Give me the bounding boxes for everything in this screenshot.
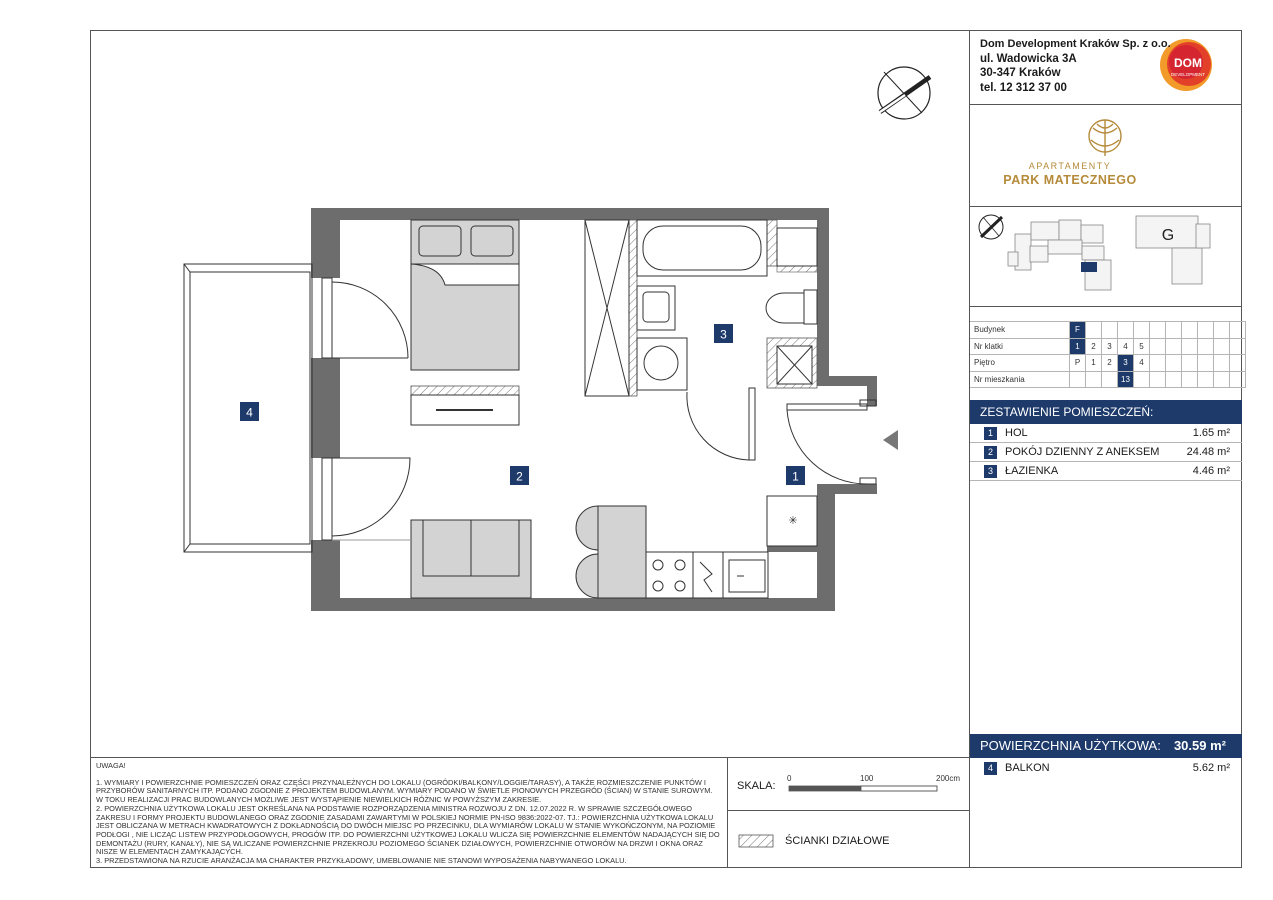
building-table-cell	[1070, 371, 1086, 388]
building-table-cell	[1230, 322, 1246, 339]
building-table-cell	[1118, 322, 1134, 339]
building-table-cell: 2	[1086, 338, 1102, 355]
room-label-balcony: 4	[246, 405, 253, 420]
building-table-cell	[1166, 371, 1182, 388]
room-number: 3	[984, 465, 997, 478]
building-table-cell: 2	[1102, 355, 1118, 372]
room-number: 2	[984, 446, 997, 459]
building-marker: G	[1161, 227, 1175, 244]
building-table-cell: F	[1070, 322, 1086, 339]
building-table-row	[970, 322, 1246, 339]
building-table-row	[970, 355, 1246, 372]
building-table-cell	[1150, 322, 1166, 339]
svg-text:✳: ✳	[788, 515, 798, 527]
notes	[96, 762, 720, 866]
partition-legend-swatch	[739, 835, 773, 847]
note-item: 3. PRZEDSTAWIONA NA RZUCIE ARANŻACJA MA CHARAKTER PRZYKŁADOWY, UMEBLOWANIE NIE STANOWI WYPOSAŻENIA NABYWANEGO LOKALU.	[96, 856, 627, 866]
company-city: 30-347 Kraków	[980, 67, 1061, 79]
building-table-cell: P	[1070, 355, 1086, 372]
park-matecznego-logo	[1089, 120, 1121, 156]
room-row	[970, 443, 1242, 462]
panel-divider	[970, 206, 1242, 207]
project-name-line1: APARTAMENTY	[1028, 161, 1112, 171]
scale-tick: 100	[860, 774, 874, 783]
building-table-cell	[1134, 371, 1150, 388]
balcony-area: 5.62 m²	[1192, 762, 1230, 774]
building-table-cell	[1166, 355, 1182, 372]
project-name-line2: PARK MATECZNEGO	[1003, 173, 1137, 187]
room-number: 1	[984, 427, 997, 440]
building-table-cell: 4	[1118, 338, 1134, 355]
building-table-row	[970, 338, 1246, 355]
scale-tick: 0	[787, 774, 792, 783]
building-table-label: Piętro	[970, 355, 1070, 372]
building-table-cell	[1182, 322, 1198, 339]
building-table-cell: 1	[1070, 338, 1086, 355]
building-table-cell	[1214, 355, 1230, 372]
balcony-name: BALKON	[1005, 762, 1050, 774]
building-table-cell: 3	[1118, 355, 1134, 372]
note-item: 1. WYMIARY I POWIERZCHNIE POMIESZCZEŃ ORAZ CZĘŚCI PRZYNALEŻNYCH DO LOKALU (OGRÓDKI/BALKONY/LOGGIE/TARASY), A TAKŻE ROZMIESZCZENIE PUNKTÓW I PRZYBORÓW SANITARNYCH ITP. PODANO ZGODNIE Z PROJEKTEM BUDOWLANYM. WYMIARY PODANO W ŚWIETLE PIONOWYCH PRZEGRÓD (ŚCIAN) W STANIE SUROWYM. W TOKU REALIZACJI PRAC BUDOWLANYCH MOŻLIWE JEST WYSTĄPIENIE NIEWIELKICH RÓŻNIC W POWYŻSZYM ZAKRESIE.	[96, 777, 713, 805]
company-info	[980, 37, 1171, 95]
building-table-cell	[1198, 355, 1214, 372]
building-table-cell	[1182, 355, 1198, 372]
building-table-cell	[1230, 338, 1246, 355]
building-table-cell	[1134, 322, 1150, 339]
building-table-cell	[1102, 371, 1118, 388]
room-area: 1.65 m²	[1192, 427, 1230, 439]
building-table-cell	[1150, 338, 1166, 355]
building-table-row	[970, 371, 1246, 388]
room-name: POKÓJ DZIENNY Z ANEKSEM	[1005, 446, 1160, 458]
building-table-cell: 3	[1102, 338, 1118, 355]
building-table-cell: 5	[1134, 338, 1150, 355]
building-table-cell	[1150, 355, 1166, 372]
building-table-cell	[1182, 371, 1198, 388]
total-area-value: 30.59 m²	[1173, 738, 1226, 753]
north-arrow-icon	[878, 67, 930, 119]
total-area-bar	[970, 734, 1242, 758]
entrance-arrow-icon	[883, 430, 898, 450]
company-name: Dom Development Kraków Sp. z o.o.	[980, 38, 1171, 50]
note-item: 2. POWIERZCHNIA UŻYTKOWA LOKALU JEST OKREŚLANA NA PODSTAWIE ROZPORZĄDZENIA MINISTRA ROZWOJU Z DN. 12.07.2022 R. W SPRAWIE SZCZEGÓŁOWEGO ZAKRESU I FORMY PROJEKTU BUDOWLANEGO ORAZ ZGODNIE ZASADAMI ZAWARTYMI W POLSKIEJ NORMIE PN-ISO 9836:2022-07. TJ.: POWIERZCHNIA UŻYTKOWA LOKALU JEST OBLICZANA W METRACH KWADRATOWYCH Z DOKŁADNOŚCIĄ DO DWÓCH MIEJSC PO PRZECINKU, DLA WYMIARÓW LOKALU W STANIE WYKOŃCZONYM, NA POZIOMIE PODŁOGI , NIE LICZĄC LISTEW PRZYPODŁOGOWYCH, PROGÓW ITP. DO POWIERZCHNI UŻYTKOWEJ LOKALU WLICZA SIĘ POWIERZCHNIE ELEMENTÓW NADAJĄCYCH SIĘ DO DEMONTAŻU (RURY, KANAŁY), NIE SĄ WLICZANE POWIERZCHNIE PRZEKROJU POZIOMEGO ŚCIANEK DZIAŁOWYCH, POWIERZCHNIE OTWORÓW NA DRZWI I OKNA ORAZ NISZE W ELEMENTACH ZAMYKAJĄCYCH.	[96, 803, 720, 857]
notes-heading: UWAGA!	[96, 761, 126, 770]
bathroom-door	[687, 388, 755, 460]
svg-text:DEVELOPMENT: DEVELOPMENT	[1170, 72, 1206, 77]
building-table-cell	[1198, 322, 1214, 339]
building-table-label: Nr klatki	[970, 338, 1070, 355]
building-table-cell: 4	[1134, 355, 1150, 372]
room-name: ŁAZIENKA	[1005, 465, 1059, 477]
building-table-cell	[1230, 355, 1246, 372]
building-table-cell: 13	[1118, 371, 1134, 388]
room-area: 4.46 m²	[1192, 465, 1230, 477]
rooms-header: ZESTAWIENIE POMIESZCZEŃ:	[970, 400, 1242, 424]
building-table-cell	[1198, 338, 1214, 355]
room-name: HOL	[1005, 427, 1028, 439]
balcony-number: 4	[984, 762, 997, 775]
building-table-cell	[1086, 322, 1102, 339]
scale-bar	[789, 786, 937, 791]
svg-text:DOM: DOM	[1174, 56, 1202, 70]
panel-divider	[970, 306, 1242, 307]
building-table-cell	[1198, 371, 1214, 388]
scale-label: SKALA:	[737, 780, 776, 792]
building-table-cell	[1214, 322, 1230, 339]
building-table-cell	[1102, 322, 1118, 339]
building-table-cell	[1214, 338, 1230, 355]
building-table-label: Budynek	[970, 322, 1070, 339]
building-table-cell	[1150, 371, 1166, 388]
balcony-row	[970, 759, 1242, 778]
room-label-bathroom: 3	[720, 327, 727, 342]
scale-tick: 200cm	[936, 774, 961, 783]
building-table-cell	[1086, 371, 1102, 388]
company-phone: tel. 12 312 37 00	[980, 81, 1067, 94]
building-table-cell	[1214, 371, 1230, 388]
total-area-label: POWIERZCHNIA UŻYTKOWA:	[980, 738, 1161, 753]
sofa	[411, 520, 531, 598]
room-row	[970, 462, 1242, 481]
building-table-cell	[1182, 338, 1198, 355]
bathroom-fixtures	[585, 220, 817, 396]
building-table-cell	[1166, 322, 1182, 339]
room-label-living: 2	[516, 469, 523, 484]
building-table-cell	[1230, 371, 1246, 388]
building-table	[970, 321, 1246, 388]
panel-divider	[970, 104, 1242, 105]
building-table-cell	[1166, 338, 1182, 355]
room-area: 24.48 m²	[1186, 446, 1230, 458]
building-table-cell: 1	[1086, 355, 1102, 372]
room-row	[970, 424, 1242, 443]
partition-legend-label: ŚCIANKI DZIAŁOWE	[785, 835, 890, 847]
site-plan-map	[979, 215, 1210, 290]
room-label-hall: 1	[792, 469, 799, 484]
building-table-label: Nr mieszkania	[970, 371, 1070, 388]
company-street: ul. Wadowicka 3A	[980, 52, 1077, 65]
